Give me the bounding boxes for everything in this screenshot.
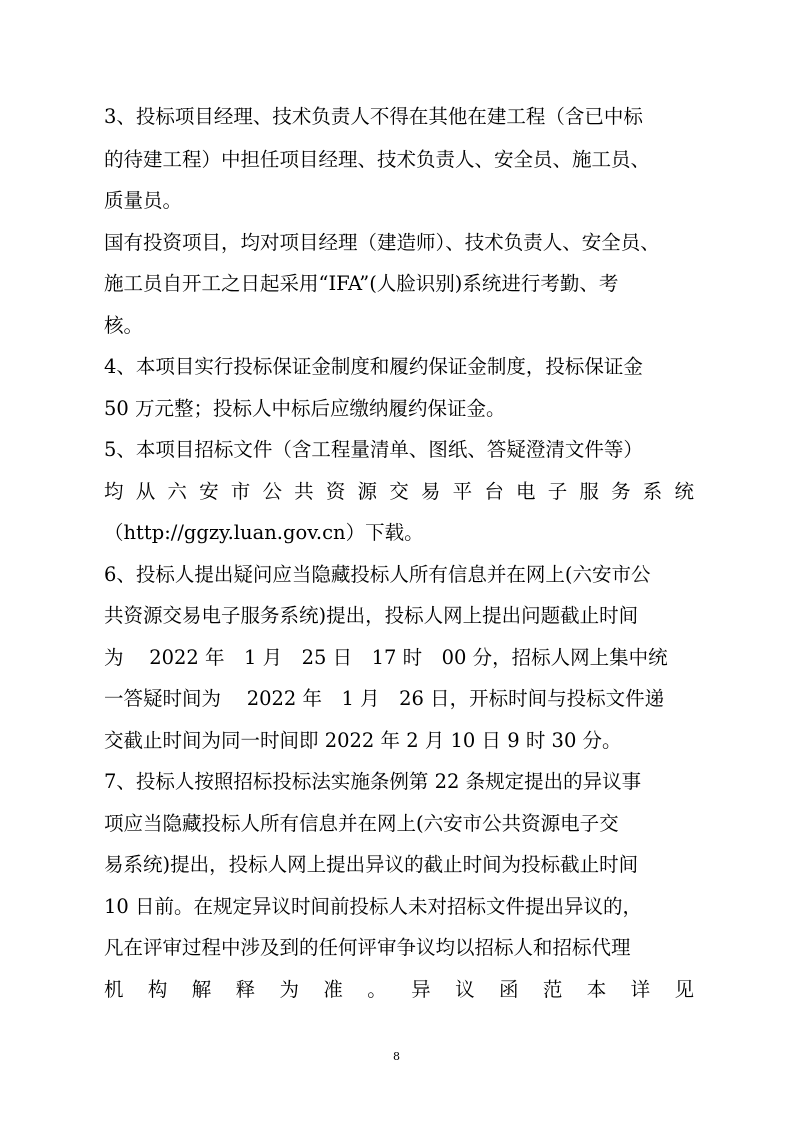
paragraph-line: 7、投标人按照招标投标法实施条例第 22 条规定提出的异议事 bbox=[104, 770, 642, 793]
page-number: 8 bbox=[393, 1050, 400, 1063]
paragraph-line: 交截止时间为同一时间即 2022 年 2 月 10 日 9 时 30 分。 bbox=[104, 729, 622, 752]
paragraph-line: 50 万元整；投标人中标后应缴纳履约保证金。 bbox=[104, 397, 506, 420]
paragraph-line: 施工员自开工之日起采用“IFA”(人脸识别)系统进行考勤、考 bbox=[104, 272, 619, 295]
paragraph-line: 一答疑时间为 2022 年 1 月 26 日，开标时间与投标文件递 bbox=[104, 687, 665, 710]
paragraph-line: 4、本项目实行投标保证金制度和履约保证金制度，投标保证金 bbox=[104, 355, 643, 378]
paragraph-line: 为 2022 年 1 月 25 日 17 时 00 分，招标人网上集中统 bbox=[104, 646, 668, 669]
paragraph-line: 10 日前。在规定异议时间前投标人未对招标文件提出异议的， bbox=[104, 895, 643, 918]
paragraph-line: （http://ggzy.luan.gov.cn）下载。 bbox=[104, 521, 424, 544]
paragraph-line: 6、投标人提出疑问应当隐藏投标人所有信息并在网上(六安市公 bbox=[104, 563, 651, 586]
paragraph-line: 核。 bbox=[104, 314, 144, 337]
paragraph-line: 质量员。 bbox=[104, 189, 183, 212]
paragraph-line: 机构解释为准。异议函范本详见 bbox=[104, 978, 694, 1001]
paragraph-line: 共资源交易电子服务系统)提出，投标人网上提出问题截止时间 bbox=[104, 604, 639, 627]
paragraph-line: 凡在评审过程中涉及到的任何评审争议均以招标人和招标代理 bbox=[104, 936, 631, 959]
paragraph-line: 项应当隐藏投标人所有信息并在网上(六安市公共资源电子交 bbox=[104, 812, 619, 835]
paragraph-line: 均从六安市公共资源交易平台电子服务系统 bbox=[104, 480, 694, 503]
paragraph-line: 5、本项目招标文件（含工程量清单、图纸、答疑澄清文件等） bbox=[104, 438, 643, 461]
paragraph-line: 3、投标项目经理、技术负责人不得在其他在建工程（含已中标 bbox=[104, 105, 643, 128]
paragraph-line: 的待建工程）中担任项目经理、技术负责人、安全员、施工员、 bbox=[104, 148, 651, 171]
paragraph-line: 国有投资项目，均对项目经理（建造师）、技术负责人、安全员、 bbox=[104, 231, 660, 254]
paragraph-line: 易系统)提出，投标人网上提出异议的截止时间为投标截止时间 bbox=[104, 853, 639, 876]
